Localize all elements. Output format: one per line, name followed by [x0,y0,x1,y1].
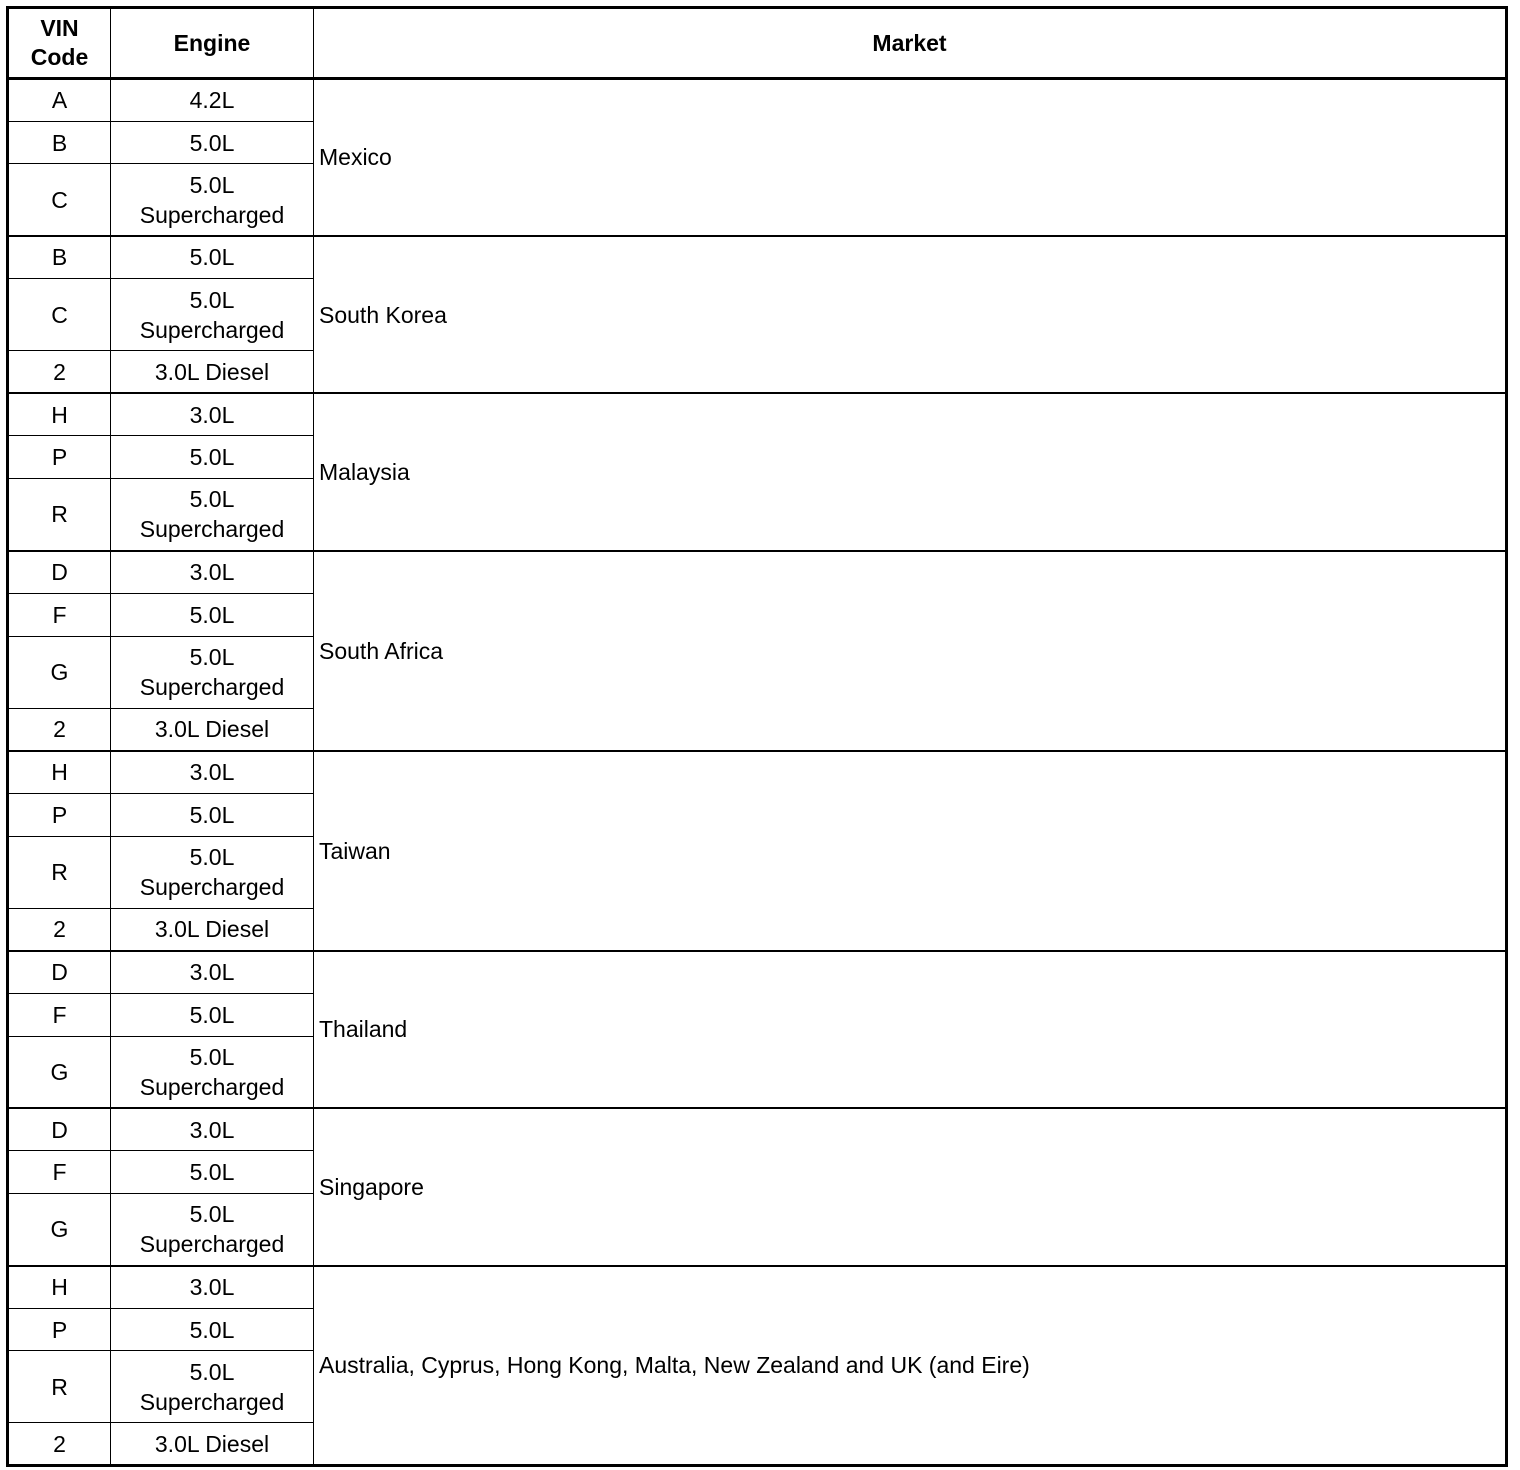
engine-cell [111,1423,314,1466]
engine-cell [111,79,314,122]
vin-code-cell: F [8,993,111,1036]
header-vin-code [8,8,111,79]
vin-code-cell: B [8,121,111,164]
vin-code-cell: F [8,1151,111,1194]
engine-cell [111,636,314,708]
vin-code-cell: R [8,1351,111,1423]
engine-cell [111,708,314,751]
table-row [8,79,1507,122]
engine-line: Supercharged [139,516,285,543]
engine-line: Supercharged [139,316,285,343]
market-cell: South Korea [314,236,1507,393]
vin-code-cell: A [8,79,111,122]
engine-cell [111,593,314,636]
vin-code-cell: D [8,951,111,994]
engine-cell [111,121,314,164]
engine-cell [111,279,314,351]
vin-code-cell: H [8,751,111,794]
engine-line: 5.0L [189,644,235,670]
engine-cell [111,908,314,951]
engine-line: Supercharged [139,201,285,228]
vin-code-cell: H [8,393,111,436]
engine-line: 5.0L [189,486,235,513]
market-cell: Australia, Cyprus, Hong Kong, Malta, New Zealand and UK (and Eire) [314,1266,1507,1466]
header-market: Market [314,8,1507,79]
engine-cell [111,993,314,1036]
engine-line: Supercharged [139,1231,285,1258]
engine-line: Supercharged [139,674,285,700]
engine-line: Supercharged [139,1388,285,1415]
vin-code-cell: 2 [8,708,111,751]
market-cell: Mexico [314,79,1507,236]
engine-line: Supercharged [139,1073,285,1100]
engine-line: 3.0L [189,401,235,428]
market-cell: Thailand [314,951,1507,1108]
engine-line: 5.0L [189,801,235,828]
vin-code-cell: F [8,593,111,636]
engine-line: 5.0L [189,444,235,471]
engine-cell [111,1194,314,1266]
vin-code-cell: G [8,1036,111,1108]
engine-cell [111,836,314,908]
engine-line: 5.0L [189,1001,235,1028]
vin-code-cell: D [8,1108,111,1151]
vin-code-cell: 2 [8,351,111,394]
engine-line: 3.0L [189,959,235,986]
header-engine: Engine [111,8,314,79]
vin-code-cell: P [8,436,111,479]
engine-cell [111,1108,314,1151]
market-cell: South Africa [314,551,1507,751]
vin-code-cell: G [8,636,111,708]
header-vin-line2: Code [30,44,89,70]
engine-cell [111,351,314,394]
engine-line: 3.0L [189,559,235,586]
table-row [8,393,1507,436]
engine-line: 3.0L [189,1274,235,1301]
engine-line: 5.0L [189,1316,235,1343]
vin-code-cell: H [8,1266,111,1309]
engine-line: 3.0L Diesel [154,716,270,743]
engine-line: 3.0L Diesel [154,358,270,385]
vin-code-cell: P [8,1308,111,1351]
engine-cell [111,1266,314,1309]
engine-cell [111,436,314,479]
vin-code-cell: R [8,836,111,908]
market-cell: Taiwan [314,751,1507,951]
engine-line: 5.0L [189,129,235,156]
table-row [8,951,1507,994]
vin-engine-market-table [6,6,1508,1467]
vin-code-cell: C [8,279,111,351]
header-vin-line1: VIN [40,15,79,41]
engine-line: 5.0L [189,1043,235,1070]
header-row [8,8,1507,79]
engine-cell [111,1036,314,1108]
engine-line: 5.0L [189,286,235,313]
engine-cell [111,1308,314,1351]
engine-line: 4.2L [189,87,235,114]
table-row [8,236,1507,279]
engine-cell [111,479,314,551]
table-body [8,79,1507,1466]
vin-code-cell: G [8,1194,111,1266]
engine-cell [111,951,314,994]
vin-code-cell: B [8,236,111,279]
engine-line: 5.0L [189,844,235,871]
vin-code-cell: R [8,479,111,551]
engine-line: 3.0L Diesel [154,916,270,943]
vin-code-cell: C [8,164,111,236]
engine-cell [111,1351,314,1423]
table-row [8,1266,1507,1309]
engine-line: 3.0L [189,1116,235,1143]
vin-code-cell: 2 [8,908,111,951]
engine-line: 3.0L [189,759,235,786]
engine-line: 5.0L [189,171,235,198]
engine-line: 5.0L [189,1159,235,1186]
vin-code-cell: P [8,793,111,836]
engine-cell [111,236,314,279]
market-cell: Singapore [314,1108,1507,1265]
vin-code-cell: D [8,551,111,594]
engine-cell [111,793,314,836]
table-row [8,751,1507,794]
engine-cell [111,551,314,594]
engine-line: 3.0L Diesel [154,1430,270,1457]
engine-line: Supercharged [139,874,285,901]
table-row [8,551,1507,594]
engine-line: 5.0L [189,244,235,271]
engine-cell [111,393,314,436]
market-cell: Malaysia [314,393,1507,550]
engine-line: 5.0L [189,601,235,628]
engine-cell [111,1151,314,1194]
engine-line: 5.0L [189,1358,235,1385]
engine-cell [111,751,314,794]
vin-code-cell: 2 [8,1423,111,1466]
table-row [8,1108,1507,1151]
engine-line: 5.0L [189,1201,235,1228]
engine-cell [111,164,314,236]
